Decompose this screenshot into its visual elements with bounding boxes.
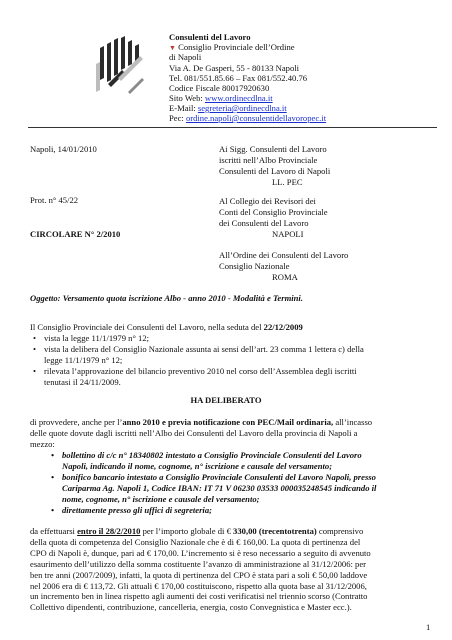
bullet-icon: •	[33, 365, 37, 376]
bullet-icon: •	[51, 471, 55, 482]
list-item-text: vista la delibera del Consiglio Nazionale assunta ai sensi dell’art. 23 comma 1 lettera c) della	[44, 343, 364, 354]
letter-date: Napoli, 14/01/2010	[30, 144, 97, 154]
pec-link[interactable]: ordine.napoli@consulentidellavoropec.it	[185, 113, 327, 123]
protocol-number: Prot. n° 45/22	[30, 195, 79, 205]
list-item-text: bollettino di c/c n° 18340802 intestato a Consiglio Provinciale Consulenti del Lavoro	[62, 450, 362, 460]
intro-line	[30, 322, 303, 333]
deadline-text-c: per l’importo globale di €	[140, 526, 234, 536]
provide-text-a: di provvedere, anche per l’	[30, 417, 123, 427]
recipient-2-line4: NAPOLI	[272, 229, 304, 239]
bullet-icon: •	[51, 450, 55, 460]
address: Via A. De Gasperi, 55 - 80133 Napoli	[169, 63, 300, 73]
deadline-amount: 330,00 (trecentotrenta)	[233, 526, 317, 536]
phone-fax: Tel. 081/551.85.66 – Fax 081/552.40.76	[169, 73, 308, 83]
list-item-text: tenutasi il 24/11/2009.	[44, 376, 121, 387]
pec-line	[169, 113, 326, 124]
list-item	[48, 472, 440, 483]
email-link[interactable]: segreteria@ordinecdlna.it	[197, 103, 287, 113]
list-item-text: rilevata l’approvazione del bilancio preventivo 2010 nel corso dell’Assemblea degli iscritti	[44, 365, 357, 376]
recipient-2-line3: dei Consulenti del Lavoro	[219, 218, 309, 228]
list-item-continuation	[48, 461, 440, 472]
header-divider	[28, 127, 437, 128]
provide-line1	[30, 417, 438, 428]
triangle-icon: ▼	[169, 44, 176, 52]
provide-line3: mezzo:	[30, 438, 55, 449]
deadline-line2: della quota di competenza del Consiglio Nazionale che è di € 160,00. La quota di pertinenza del	[30, 536, 361, 547]
council-line2: di Napoli	[169, 52, 202, 62]
bullet-icon: •	[33, 333, 37, 343]
provide-paragraph	[30, 417, 438, 450]
considerations-list	[30, 333, 438, 388]
website-line	[169, 93, 273, 104]
recipient-3-line2: Consiglio Nazionale	[219, 261, 290, 271]
recipient-2-line1: Al Collegio dei Revisori dei	[219, 196, 316, 206]
subject-line: Oggetto: Versamento quota iscrizione Albo - anno 2010 - Modalità e Termini.	[30, 293, 303, 303]
session-date: 22/12/2009	[263, 322, 303, 332]
provide-text-c: all’incasso	[333, 417, 373, 427]
list-item-continuation	[48, 483, 440, 494]
deadline-line8: Collettivo dipendenti, contribuzione, cancelleria, energia, costo Convegnistica e Master ecc.).	[30, 602, 352, 613]
list-item	[30, 344, 438, 355]
deadline-line6: nel 2006 era di € 113,72. Gli attuali € 170,00 costituiscono, rispetto alla quota base al 31/12/2006,	[30, 580, 367, 591]
deadline-line1	[30, 526, 438, 537]
page-number: 1	[426, 622, 431, 632]
email-label: E-Mail:	[169, 103, 198, 113]
org-name: Consulenti del Lavoro	[169, 32, 251, 42]
list-item	[30, 333, 438, 344]
recipient-1-line3: Consulenti del Lavoro di Napoli	[219, 166, 331, 176]
recipient-3-line3: ROMA	[272, 272, 298, 282]
payment-options-list	[48, 450, 440, 515]
recipient-2-line2: Conti del Consiglio Provinciale	[219, 207, 328, 217]
list-item-text: Cariparma Ag. Napoli 1, Codice IBAN: IT 71 V 06230 03533 000035248545 indicando il	[62, 482, 377, 493]
list-item-text: direttamente presso gli uffici di segreteria;	[62, 504, 212, 515]
list-item-continuation	[30, 377, 438, 388]
deadline-date: entro il 28/2/2010	[77, 526, 141, 536]
deadline-line7: un incremento ben in linea rispetto agli aumenti dei costi verificatisi nel triennio scorso (Contratto	[30, 591, 368, 602]
fiscal-code: Codice Fiscale 80017920630	[169, 83, 270, 93]
list-item-text: bonifico bancario intestato a Consiglio Provinciale Consulenti del Lavoro Napoli, presso	[62, 471, 376, 482]
website-label: Sito Web:	[169, 93, 205, 103]
deadline-line5: ben tre anni (2007/2009), infatti, la quota di pertinenza del CPO è stata pari a soli € 50,00 laddove	[30, 569, 368, 580]
provide-line2: delle quote dovute dagli iscritti nell’Albo dei Consulenti del Lavoro della provincia di Napoli a	[30, 427, 358, 438]
deadline-paragraph	[30, 526, 438, 613]
recipient-1-line1: Ai Sigg. Consulenti del Lavoro	[219, 144, 327, 154]
list-item	[30, 366, 438, 377]
list-item-text: nome, cognome, n° iscrizione e causale del versamento;	[62, 493, 260, 504]
recipient-1-line4: LL. PEC	[272, 177, 303, 187]
intro-text: Il Consiglio Provinciale dei Consulenti del Lavoro, nella seduta del	[30, 322, 264, 332]
list-item-text: Napoli, indicando il nome, cognome, n° iscrizione e causale del versamento;	[62, 460, 333, 471]
deadline-text-a: da effettuarsi	[30, 526, 78, 536]
deadline-line4: esaurimento dell’utilizzo della somma costituente l’avanzo di amministrazione al 31/12/2006: per	[30, 558, 367, 569]
bullet-icon: •	[51, 504, 55, 515]
provide-text-b: anno 2010 e previa notificazione con PEC/Mail ordinaria,	[122, 417, 334, 427]
email-line	[169, 103, 287, 114]
council-line1: Consiglio Provinciale dell’Ordine	[178, 42, 295, 52]
deadline-text-e: comprensivo	[316, 526, 364, 536]
list-item	[48, 505, 440, 516]
list-item	[48, 450, 440, 461]
deadline-line3: CPO di Napoli è, dunque, pari ad € 170,00. L’incremento si è reso necessario a seguito di avvenuto	[30, 547, 371, 558]
list-item-text: vista la legge 11/1/1979 n° 12;	[44, 333, 150, 343]
recipient-3-line1: All’Ordine dei Consulenti del Lavoro	[219, 250, 349, 260]
pec-label: Pec:	[169, 113, 186, 123]
list-item-continuation	[48, 494, 440, 505]
circular-number: CIRCOLARE N° 2/2010	[30, 229, 121, 239]
bullet-icon: •	[33, 343, 37, 354]
council-logo	[88, 34, 160, 104]
resolution-heading: HA DELIBERATO	[190, 395, 262, 405]
website-link[interactable]: www.ordinecdlna.it	[204, 93, 273, 103]
list-item-text: legge 11/1/1979 n° 12;	[44, 354, 123, 365]
recipient-1-line2: iscritti nell’Albo Provinciale	[219, 155, 318, 165]
list-item-continuation	[30, 355, 438, 366]
